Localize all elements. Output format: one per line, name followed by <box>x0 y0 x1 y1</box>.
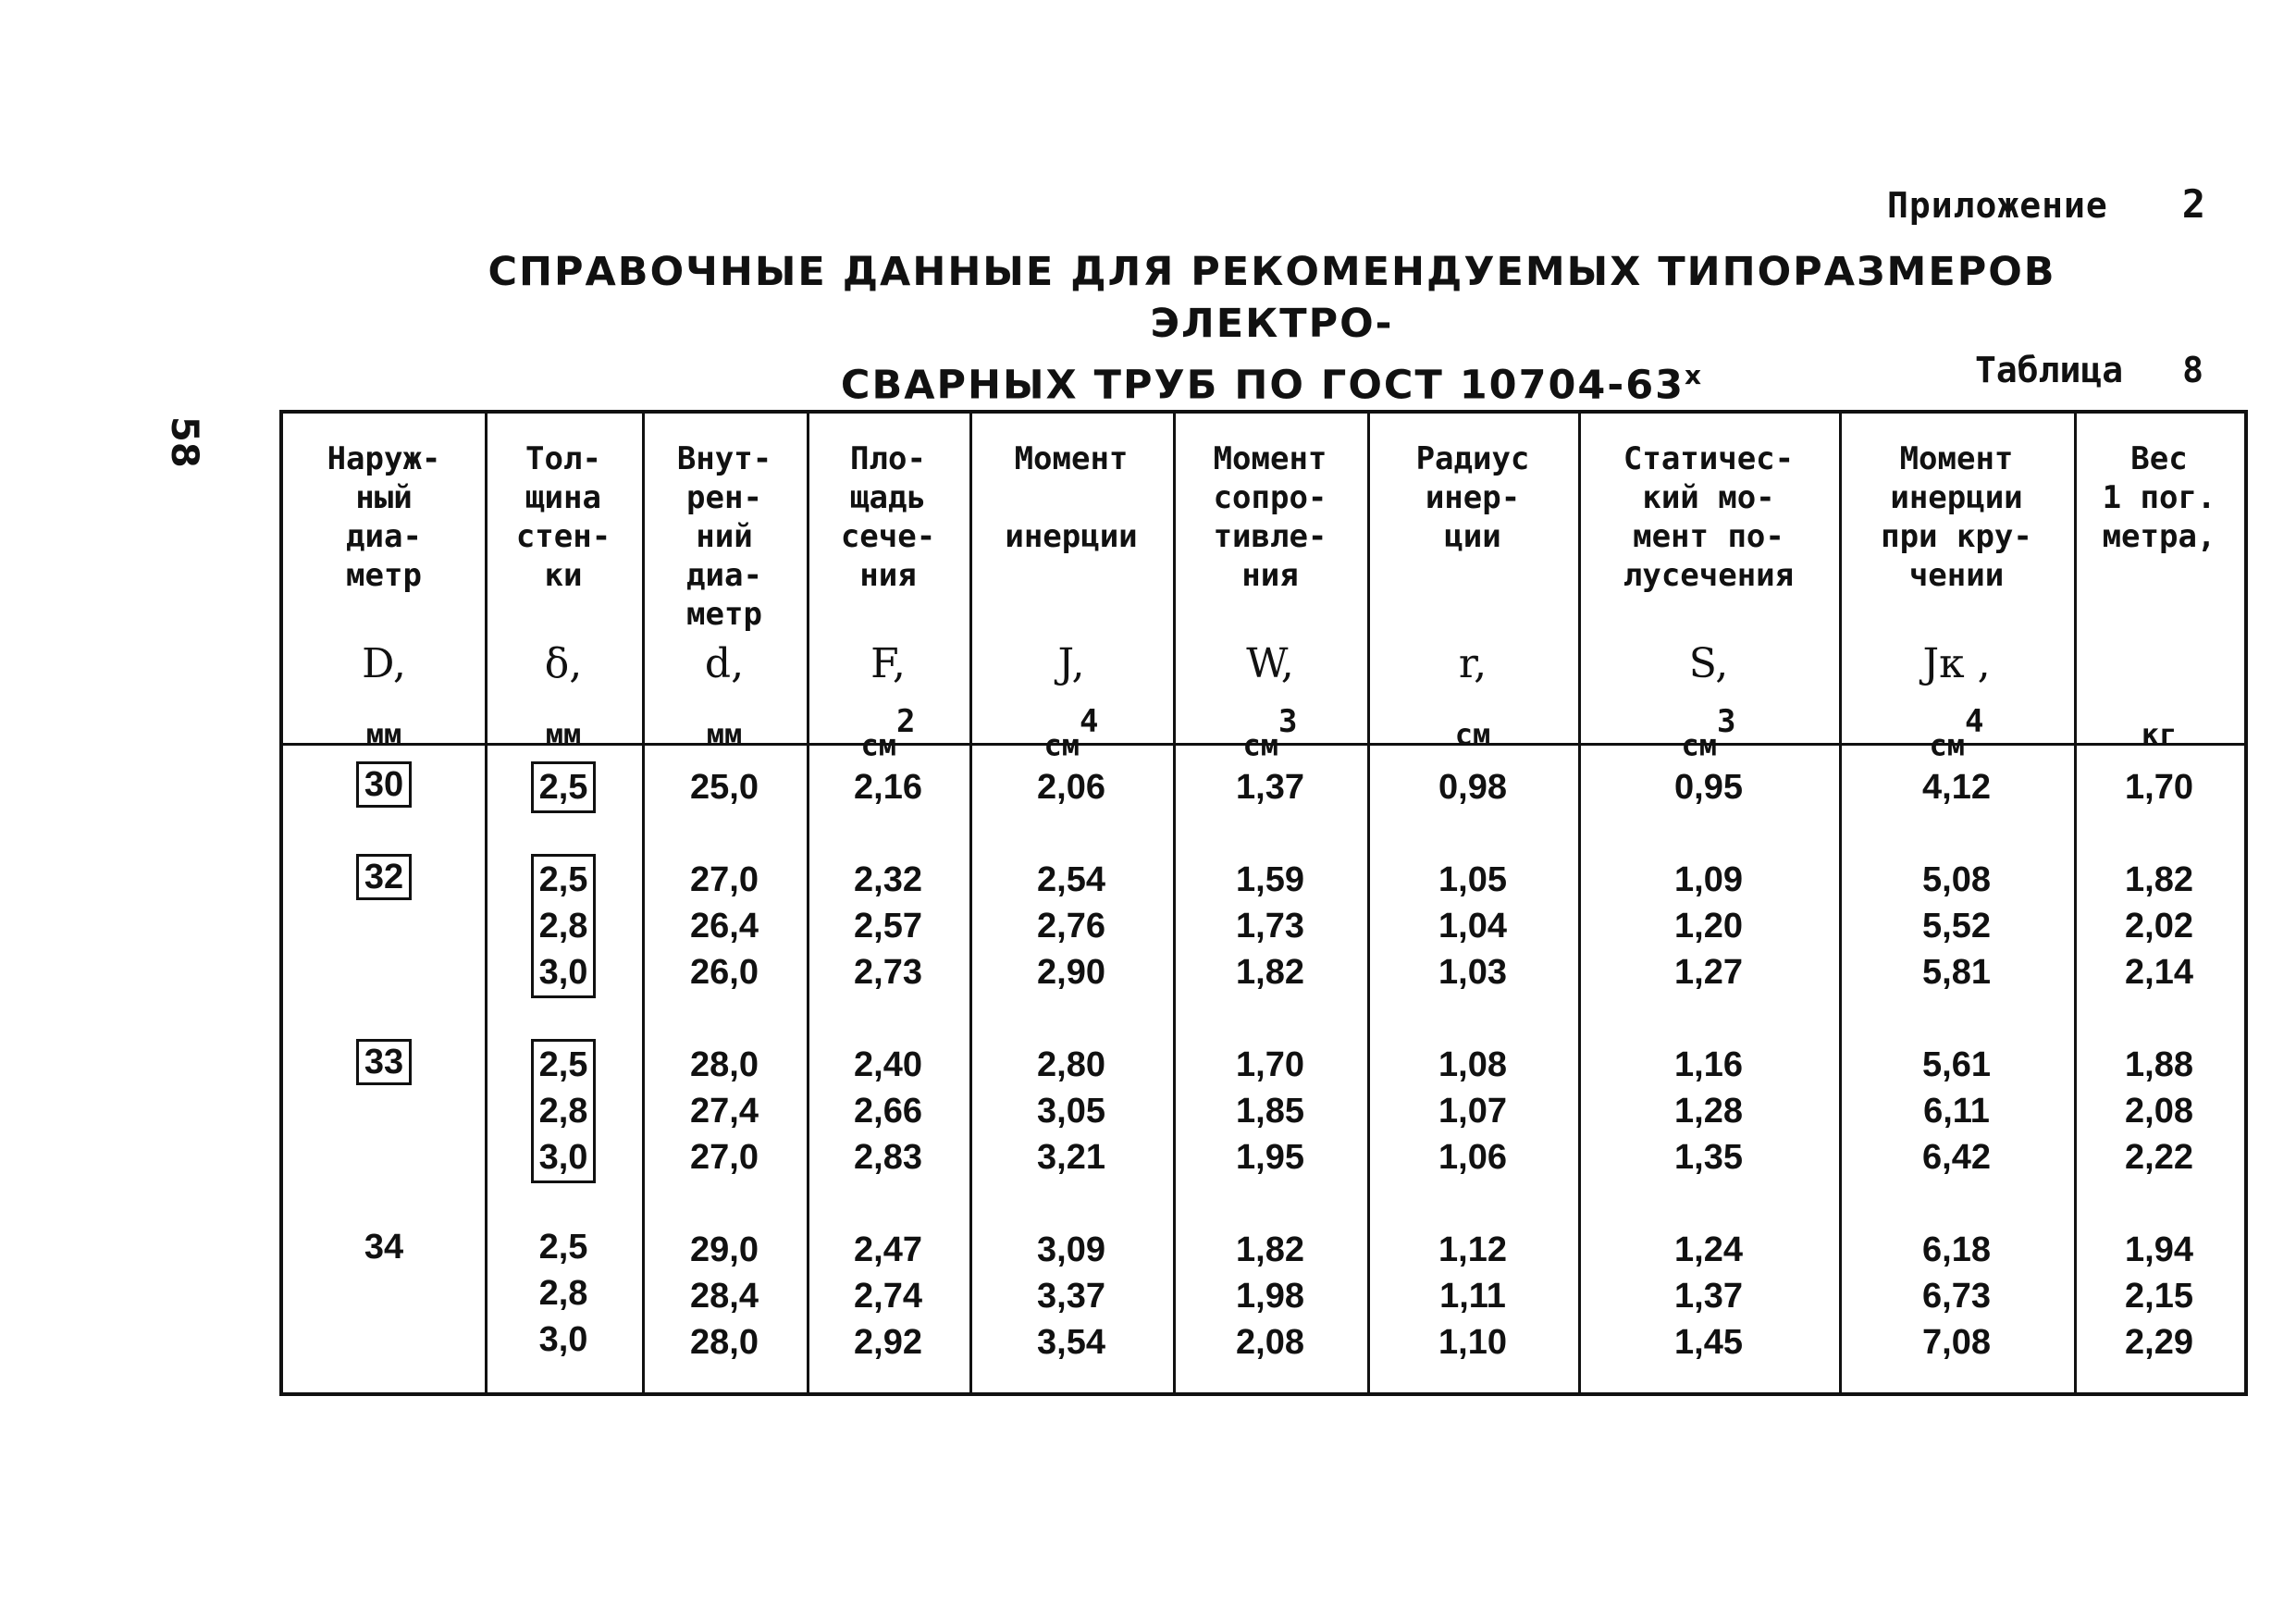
table-cell: 29,0 <box>690 1230 759 1269</box>
unit-exponent: 3 <box>1278 703 1298 740</box>
outer-diameter-cell <box>283 854 485 900</box>
table-cell: 1,82 <box>2125 860 2193 899</box>
table-cell: 1,20 <box>1674 907 1743 945</box>
wall-thickness-group <box>531 1039 597 1183</box>
outer-diameter-cell <box>283 1039 485 1085</box>
unit-text: см <box>860 727 897 763</box>
unit-exponent: 4 <box>1080 703 1099 740</box>
column-symbol: δ, <box>544 640 583 687</box>
table-cell: 4,12 <box>1922 768 1991 807</box>
header-line: Статичес- <box>1623 440 1795 477</box>
table-cell: 2,32 <box>854 860 922 899</box>
table-cell: 1,16 <box>1674 1045 1743 1084</box>
column-symbol: W, <box>1246 640 1294 687</box>
wall-thickness-value: 2,8 <box>538 1092 588 1131</box>
header-line: метр <box>686 596 762 633</box>
header-line: ции <box>1444 518 1501 555</box>
table-cell: 3,09 <box>1037 1230 1105 1269</box>
table-label-number: 8 <box>2182 350 2204 390</box>
wall-thickness-cell <box>485 761 642 813</box>
table-cell: 3,05 <box>1037 1092 1105 1131</box>
table-label-text: Таблица <box>1975 350 2124 390</box>
table-cell: 2,57 <box>854 907 922 945</box>
unit-exponent: 4 <box>1965 703 1984 740</box>
header-line: тивле- <box>1213 518 1327 555</box>
unit-text: см <box>1454 717 1491 752</box>
column-header <box>1367 439 1578 752</box>
column-symbol: d, <box>704 640 745 687</box>
appendix-label: Приложение <box>1887 185 2108 226</box>
header-line: метра, <box>2102 518 2216 555</box>
outer-diameter-value: 30 <box>356 761 412 808</box>
table-cell: 1,73 <box>1236 907 1304 945</box>
wall-thickness-group <box>531 854 597 998</box>
outer-diameter-cell <box>283 1224 485 1270</box>
wall-thickness-cell <box>485 854 642 998</box>
unit-text: мм <box>706 717 743 752</box>
table-cell: 3,54 <box>1037 1323 1105 1362</box>
header-line: Момент <box>1213 440 1327 477</box>
header-line: щина <box>525 479 601 516</box>
wall-thickness-value: 2,5 <box>538 1045 588 1084</box>
title-line-1: СПРАВОЧНЫЕ ДАННЫЕ ДЛЯ РЕКОМЕНДУЕМЫХ ТИПОРАЗМЕРОВ ЭЛЕКТРО- <box>488 249 2056 347</box>
table-label <box>1975 350 2203 390</box>
table-cell: 1,09 <box>1674 860 1743 899</box>
table-cell: 1,27 <box>1674 953 1743 992</box>
table-cell: 2,22 <box>2125 1138 2193 1177</box>
column-symbol: S, <box>1688 640 1729 687</box>
header-line: сече- <box>840 518 936 555</box>
table-cell: 1,45 <box>1674 1323 1743 1362</box>
table-cell: 5,61 <box>1922 1045 1991 1084</box>
header-line: при кру- <box>1881 518 2032 555</box>
page-title <box>370 246 2174 411</box>
table-cell: 26,4 <box>690 907 759 945</box>
wall-thickness-value: 3,0 <box>538 1138 588 1177</box>
header-line: инерции <box>1005 518 1138 555</box>
wall-thickness-value: 2,8 <box>538 907 588 945</box>
table-cell: 2,47 <box>854 1230 922 1269</box>
header-line: Момент <box>1899 440 2014 477</box>
header-line: Момент <box>1014 440 1129 477</box>
column-unit <box>1839 703 2074 765</box>
column-header <box>1839 439 2074 763</box>
table-cell: 28,4 <box>690 1277 759 1316</box>
table-cell: 2,15 <box>2125 1277 2193 1316</box>
unit-text: см <box>1043 727 1080 763</box>
header-line: рен- <box>686 479 762 516</box>
header-line: метр <box>346 557 422 594</box>
column-symbol: r, <box>1458 640 1487 687</box>
table-cell: 28,0 <box>690 1045 759 1084</box>
header-line: мент по- <box>1633 518 1784 555</box>
wall-thickness-value: 2,5 <box>538 768 588 807</box>
unit-exponent: 2 <box>896 703 916 740</box>
table-cell: 1,88 <box>2125 1045 2193 1084</box>
table-cell: 1,03 <box>1438 953 1507 992</box>
outer-diameter-value: 34 <box>364 1228 404 1267</box>
outer-diameter-value: 33 <box>356 1039 412 1085</box>
table-cell: 1,37 <box>1236 768 1304 807</box>
unit-text: мм <box>545 717 582 752</box>
unit-text: кг <box>2141 717 2178 752</box>
table-cell: 27,0 <box>690 860 759 899</box>
header-line: Внут- <box>676 440 772 477</box>
data-table <box>279 410 2248 1396</box>
table-cell: 1,70 <box>1236 1045 1304 1084</box>
column-header <box>1578 439 1839 763</box>
table-cell: 2,92 <box>854 1323 922 1362</box>
wall-thickness-value: 3,0 <box>538 1320 588 1359</box>
table-cell: 2,74 <box>854 1277 922 1316</box>
table-cell: 2,02 <box>2125 907 2193 945</box>
unit-text: см <box>1929 727 1966 763</box>
table-cell: 6,42 <box>1922 1138 1991 1177</box>
column-header <box>969 439 1173 763</box>
header-line: ния <box>1241 557 1299 594</box>
appendix-number: 2 <box>2181 181 2207 227</box>
header-line: ния <box>859 557 917 594</box>
column-symbol: J, <box>1057 640 1085 687</box>
table-cell: 1,82 <box>1236 953 1304 992</box>
table-cell: 5,81 <box>1922 953 1991 992</box>
table-cell: 1,04 <box>1438 907 1507 945</box>
header-line: ний <box>696 518 753 555</box>
table-cell: 0,95 <box>1674 768 1743 807</box>
header-line: Радиус <box>1415 440 1530 477</box>
column-header <box>283 439 485 752</box>
wall-thickness-group <box>531 761 597 813</box>
header-line: Наруж- <box>327 440 441 477</box>
column-unit <box>642 715 807 754</box>
title-line-2 <box>370 350 2174 411</box>
table-cell: 2,29 <box>2125 1323 2193 1362</box>
table-cell: 1,07 <box>1438 1092 1507 1131</box>
wall-thickness-value: 2,5 <box>538 1228 588 1267</box>
header-line: Вес <box>2130 440 2188 477</box>
column-unit <box>1578 703 1839 765</box>
table-cell: 1,28 <box>1674 1092 1743 1131</box>
table-cell: 27,4 <box>690 1092 759 1131</box>
column-symbol: D, <box>362 640 406 687</box>
table-cell: 1,37 <box>1674 1277 1743 1316</box>
table-cell: 2,08 <box>2125 1092 2193 1131</box>
table-cell: 1,06 <box>1438 1138 1507 1177</box>
title-line-2-text: СВАРНЫХ ТРУБ ПО ГОСТ 10704-63 <box>840 362 1685 409</box>
header-line: стен- <box>515 518 611 555</box>
header-line: 1 пог. <box>2102 479 2216 516</box>
column-symbol: Jк , <box>1922 640 1991 687</box>
table-cell: 2,76 <box>1037 907 1105 945</box>
wall-thickness-value: 3,0 <box>538 953 588 992</box>
table-cell: 1,10 <box>1438 1323 1507 1362</box>
column-header <box>807 439 969 763</box>
header-line: инер- <box>1425 479 1521 516</box>
wall-thickness-group <box>539 1224 588 1363</box>
unit-text: мм <box>365 717 402 752</box>
table-cell: 1,05 <box>1438 860 1507 899</box>
table-cell: 1,94 <box>2125 1230 2193 1269</box>
header-line: диа- <box>346 518 422 555</box>
wall-thickness-value: 2,8 <box>538 1274 588 1313</box>
header-line: инерции <box>1890 479 2023 516</box>
table-cell: 7,08 <box>1922 1323 1991 1362</box>
wall-thickness-cell <box>485 1039 642 1183</box>
title-line-2-sup: x <box>1685 360 1704 390</box>
table-cell: 1,24 <box>1674 1230 1743 1269</box>
table-cell: 2,80 <box>1037 1045 1105 1084</box>
table-cell: 2,66 <box>854 1092 922 1131</box>
header-line: щадь <box>850 479 926 516</box>
unit-text: см <box>1242 727 1279 763</box>
table-cell: 5,08 <box>1922 860 1991 899</box>
column-unit <box>485 715 642 754</box>
table-cell: 1,59 <box>1236 860 1304 899</box>
column-header <box>485 439 642 752</box>
outer-diameter-cell <box>283 761 485 808</box>
table-cell: 2,16 <box>854 768 922 807</box>
header-line: сопро- <box>1213 479 1327 516</box>
column-unit <box>807 703 969 765</box>
table-cell: 1,35 <box>1674 1138 1743 1177</box>
table-cell: 6,18 <box>1922 1230 1991 1269</box>
column-header <box>2074 439 2244 752</box>
table-cell: 1,82 <box>1236 1230 1304 1269</box>
table-cell: 5,52 <box>1922 907 1991 945</box>
table-cell: 2,54 <box>1037 860 1105 899</box>
table-cell: 25,0 <box>690 768 759 807</box>
table-cell: 2,83 <box>854 1138 922 1177</box>
table-cell: 1,70 <box>2125 768 2193 807</box>
table-cell: 2,14 <box>2125 953 2193 992</box>
table-cell: 6,73 <box>1922 1277 1991 1316</box>
header-line: Тол- <box>525 440 601 477</box>
table-cell: 26,0 <box>690 953 759 992</box>
table-cell: 0,98 <box>1438 768 1507 807</box>
table-cell: 1,85 <box>1236 1092 1304 1131</box>
column-unit <box>283 715 485 754</box>
table-cell: 2,40 <box>854 1045 922 1084</box>
table-cell: 3,37 <box>1037 1277 1105 1316</box>
table-cell: 3,21 <box>1037 1138 1105 1177</box>
table-cell: 2,73 <box>854 953 922 992</box>
table-cell: 2,08 <box>1236 1323 1304 1362</box>
column-unit <box>969 703 1173 765</box>
header-line: ный <box>355 479 413 516</box>
table-cell: 1,12 <box>1438 1230 1507 1269</box>
header-line: чении <box>1908 557 2005 594</box>
table-cell: 1,95 <box>1236 1138 1304 1177</box>
unit-text: см <box>1681 727 1718 763</box>
table-cell: 2,06 <box>1037 768 1105 807</box>
appendix-header <box>1887 181 2206 227</box>
column-unit <box>1367 715 1578 754</box>
page-number: 58 <box>163 416 205 468</box>
outer-diameter-value: 32 <box>356 854 412 900</box>
column-symbol: F, <box>870 640 906 687</box>
header-line <box>969 478 1173 517</box>
unit-exponent: 3 <box>1717 703 1736 740</box>
wall-thickness-cell <box>485 1224 642 1363</box>
column-header <box>642 439 807 752</box>
wall-thickness-value: 2,5 <box>538 860 588 899</box>
table-cell: 1,08 <box>1438 1045 1507 1084</box>
table-cell: 2,90 <box>1037 953 1105 992</box>
table-cell: 6,11 <box>1923 1092 1990 1131</box>
column-unit <box>2074 715 2244 754</box>
table-cell: 27,0 <box>690 1138 759 1177</box>
table-cell: 1,11 <box>1439 1277 1506 1316</box>
table-cell: 1,98 <box>1236 1277 1304 1316</box>
header-line: лусечения <box>1623 557 1795 594</box>
header-line: ки <box>544 557 583 594</box>
header-line: Пло- <box>850 440 926 477</box>
column-header <box>1173 439 1367 763</box>
table-cell: 28,0 <box>690 1323 759 1362</box>
header-line: кий мо- <box>1642 479 1775 516</box>
header-line: диа- <box>686 557 762 594</box>
column-unit <box>1173 703 1367 765</box>
